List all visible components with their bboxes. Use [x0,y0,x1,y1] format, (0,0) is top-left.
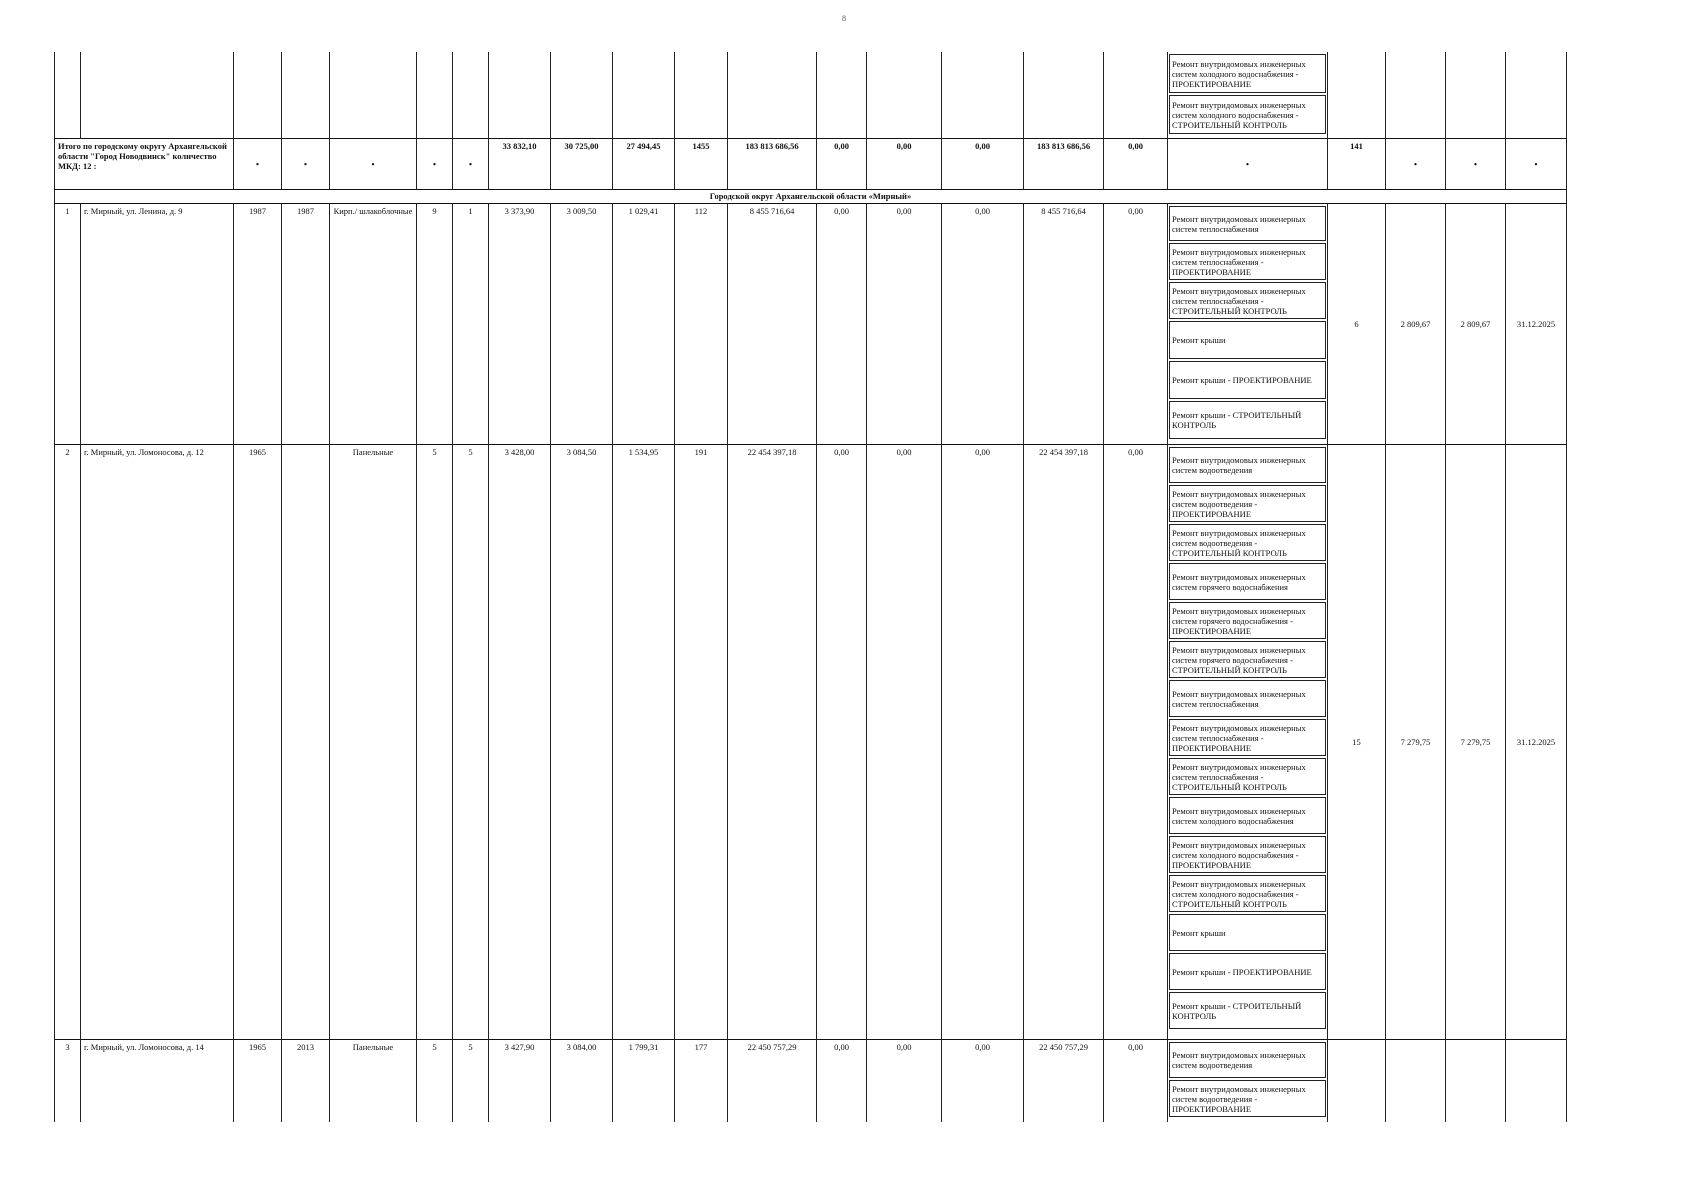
total-fund-local: 0,00 [942,139,1024,190]
work-item: Ремонт внутридомовых инженерных систем теплоснабжения - СТРОИТЕЛЬНЫЙ КОНТРОЛЬ [1169,758,1326,795]
work-item: Ремонт крыши - ПРОЕКТИРОВАНИЕ [1169,361,1326,399]
fund-owners: 22 450 757,29 [1024,1040,1104,1123]
house-address: г. Мирный, ул. Ленина, д. 9 [81,204,234,445]
total-fund-federal: 0,00 [817,139,867,190]
fund-owners: 22 454 397,18 [1024,445,1104,1040]
wall-material: Панельные [330,445,417,1040]
premises-area: 3 009,50 [551,204,613,445]
cost-total: 22 454 397,18 [728,445,817,1040]
total-dot: • [1506,139,1567,190]
section-title: Городской округ Архангельской области «Мирный» [55,190,1567,204]
total-dot: • [1386,139,1446,190]
work-item: Ремонт внутридомовых инженерных систем горячего водоснабжения [1169,563,1326,600]
work-item: Ремонт внутридомовых инженерных систем холодного водоснабжения - ПРОЕКТИРОВАНИЕ [1169,836,1326,873]
work-list [1168,445,1328,1040]
year-built: 1965 [234,445,282,1040]
house-number: 1 [55,204,81,445]
work-item: Ремонт крыши - ПРОЕКТИРОВАНИЕ [1169,953,1326,990]
work-item: Ремонт внутридомовых инженерных систем холодного водоснабжения - ПРОЕКТИРОВАНИЕ [1169,54,1326,93]
year-built: 1987 [234,204,282,445]
total-dot: • [417,139,453,190]
total-residents: 1455 [675,139,728,190]
residents: 112 [675,204,728,445]
floors: 5 [417,445,453,1040]
total-area: 3 373,90 [489,204,551,445]
premises-area: 3 084,00 [551,1040,613,1123]
fund-federal: 0,00 [817,204,867,445]
fund-other: 0,00 [1104,204,1168,445]
deadline: 31.12.2025 [1506,204,1567,445]
living-area: 1 534,95 [613,445,675,1040]
cost-total: 8 455 716,64 [728,204,817,445]
year-overhaul [282,445,330,1040]
continuation-row [55,52,1567,139]
entrances: 5 [453,445,489,1040]
work-item: Ремонт внутридомовых инженерных систем водоотведения [1169,1042,1326,1078]
total-fund-other: 0,00 [1104,139,1168,190]
year-built: 1965 [234,1040,282,1123]
work-item: Ремонт внутридомовых инженерных систем горячего водоснабжения - СТРОИТЕЛЬНЫЙ КОНТРОЛЬ [1169,641,1326,678]
fund-federal: 0,00 [817,445,867,1040]
work-item: Ремонт крыши [1169,914,1326,951]
deadline: 31.12.2025 [1506,445,1567,1040]
year-overhaul: 2013 [282,1040,330,1123]
work-item: Ремонт внутридомовых инженерных систем горячего водоснабжения - ПРОЕКТИРОВАНИЕ [1169,602,1326,639]
work-list [1168,204,1328,445]
work-item: Ремонт внутридомовых инженерных систем водоотведения - ПРОЕКТИРОВАНИЕ [1169,485,1326,522]
unit-cost [1386,1040,1446,1123]
total-cost: 183 813 686,56 [728,139,817,190]
work-item: Ремонт внутридомовых инженерных систем теплоснабжения [1169,680,1326,717]
max-unit-cost: 2 809,67 [1446,204,1506,445]
fund-regional: 0,00 [867,204,942,445]
total-area: 3 427,90 [489,1040,551,1123]
total-fund-owners: 183 813 686,56 [1024,139,1104,190]
residents: 177 [675,1040,728,1123]
deadline [1506,1040,1567,1123]
total-area: 33 832,10 [489,139,551,190]
premises-area: 3 084,50 [551,445,613,1040]
total-row [55,139,1567,190]
work-item: Ремонт внутридомовых инженерных систем теплоснабжения [1169,206,1326,241]
total-dot: • [1168,139,1328,190]
house-row [55,445,1567,1040]
work-item: Ремонт внутридомовых инженерных систем теплоснабжения - СТРОИТЕЛЬНЫЙ КОНТРОЛЬ [1169,282,1326,319]
unit-cost: 2 809,67 [1386,204,1446,445]
total-dot: • [1446,139,1506,190]
house-address: г. Мирный, ул. Ломоносова, д. 14 [81,1040,234,1123]
living-area: 1 799,31 [613,1040,675,1123]
entrances: 1 [453,204,489,445]
cost-total: 22 450 757,29 [728,1040,817,1123]
residents: 191 [675,445,728,1040]
house-number: 3 [55,1040,81,1123]
wall-material: Панельные [330,1040,417,1123]
year-overhaul: 1987 [282,204,330,445]
floors: 5 [417,1040,453,1123]
floors: 9 [417,204,453,445]
max-unit-cost [1446,1040,1506,1123]
work-item: Ремонт внутридомовых инженерных систем водоотведения - ПРОЕКТИРОВАНИЕ [1169,1080,1326,1117]
work-item: Ремонт крыши [1169,321,1326,359]
total-dot: • [234,139,282,190]
total-living-area: 27 494,45 [613,139,675,190]
work-list [1168,52,1328,139]
total-premises-area: 30 725,00 [551,139,613,190]
fund-federal: 0,00 [817,1040,867,1123]
house-row [55,1040,1567,1123]
total-dot: • [330,139,417,190]
page-number: 8 [842,14,846,23]
entrances: 5 [453,1040,489,1123]
work-item: Ремонт внутридомовых инженерных систем холодного водоснабжения - СТРОИТЕЛЬНЫЙ КОНТРОЛЬ [1169,95,1326,134]
register-table [54,52,1567,1122]
wall-material: Кирп./ шлакоблочные [330,204,417,445]
work-item: Ремонт внутридомовых инженерных систем водоотведения [1169,447,1326,483]
total-fund-regional: 0,00 [867,139,942,190]
works-count [1328,1040,1386,1123]
work-list [1168,1040,1328,1123]
work-item: Ремонт внутридомовых инженерных систем холодного водоснабжения [1169,797,1326,834]
fund-local: 0,00 [942,445,1024,1040]
unit-cost: 7 279,75 [1386,445,1446,1040]
works-count: 15 [1328,445,1386,1040]
house-address: г. Мирный, ул. Ломоносова, д. 12 [81,445,234,1040]
fund-owners: 8 455 716,64 [1024,204,1104,445]
work-item: Ремонт внутридомовых инженерных систем теплоснабжения - ПРОЕКТИРОВАНИЕ [1169,719,1326,756]
fund-other: 0,00 [1104,1040,1168,1123]
living-area: 1 029,41 [613,204,675,445]
section-header-row [55,190,1567,204]
works-count: 6 [1328,204,1386,445]
total-label: Итого по городскому округу Архангельской области "Город Новодвинск" количество МКД: 12 : [55,139,234,190]
work-item: Ремонт крыши - СТРОИТЕЛЬНЫЙ КОНТРОЛЬ [1169,992,1326,1029]
fund-regional: 0,00 [867,445,942,1040]
fund-local: 0,00 [942,204,1024,445]
work-item: Ремонт внутридомовых инженерных систем теплоснабжения - ПРОЕКТИРОВАНИЕ [1169,243,1326,280]
work-item: Ремонт крыши - СТРОИТЕЛЬНЫЙ КОНТРОЛЬ [1169,401,1326,439]
work-item: Ремонт внутридомовых инженерных систем водоотведения - СТРОИТЕЛЬНЫЙ КОНТРОЛЬ [1169,524,1326,561]
house-row [55,204,1567,445]
house-number: 2 [55,445,81,1040]
fund-local: 0,00 [942,1040,1024,1123]
total-area: 3 428,00 [489,445,551,1040]
fund-regional: 0,00 [867,1040,942,1123]
work-item: Ремонт внутридомовых инженерных систем холодного водоснабжения - СТРОИТЕЛЬНЫЙ КОНТРОЛЬ [1169,875,1326,912]
total-count: 141 [1328,139,1386,190]
total-dot: • [453,139,489,190]
total-dot: • [282,139,330,190]
fund-other: 0,00 [1104,445,1168,1040]
max-unit-cost: 7 279,75 [1446,445,1506,1040]
